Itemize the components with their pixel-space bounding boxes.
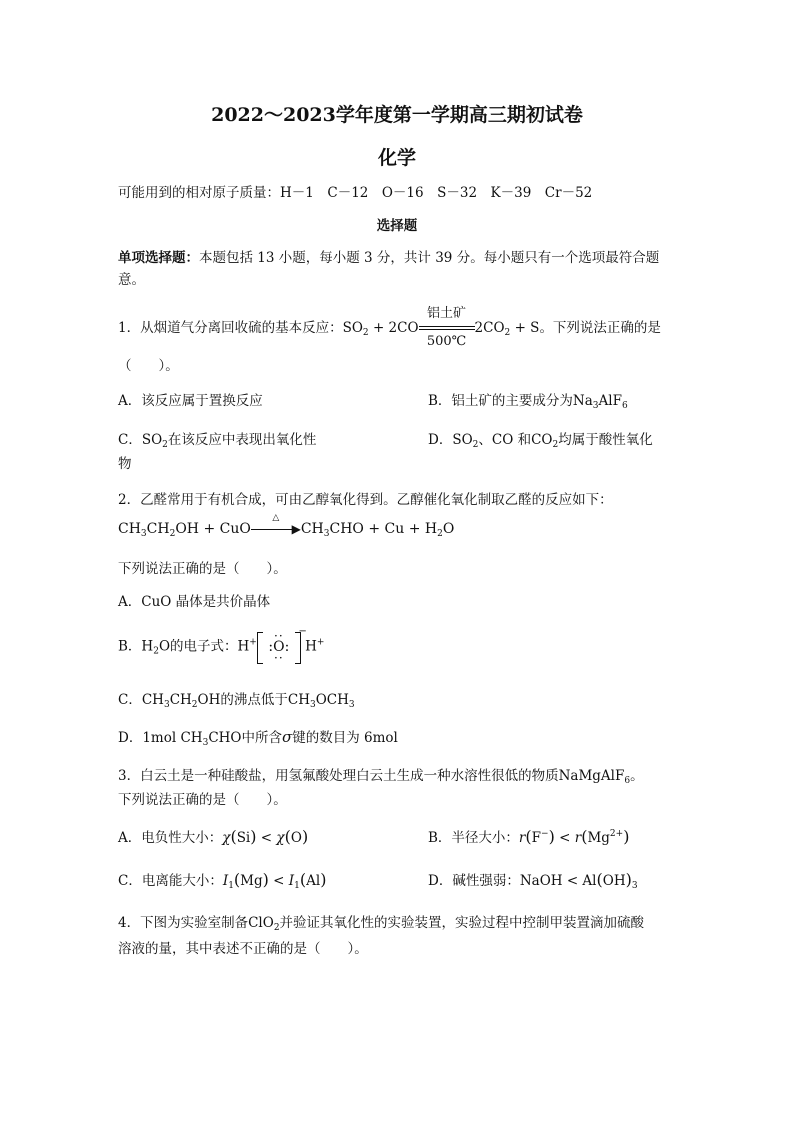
- q3-option-d: D．碱性强弱：NaOH < $Al(OH)_3$: [428, 870, 638, 891]
- q1-option-c: C．$SO_2$在该反应中表现出氧化性: [118, 432, 317, 450]
- q1-option-b: B．铝土矿的主要成分为$Na_3AlF_6$: [428, 393, 628, 411]
- q2-option-b: B．$H_2O$的电子式：H+ ·· :O: ·· − H+: [118, 626, 325, 665]
- atomic-masses-values: H－1 C－12 O－16 S－32 K－39 Cr－52: [280, 185, 593, 201]
- subject-title: 化学: [377, 147, 416, 169]
- q1-products: $2CO_2 + S$: [474, 320, 540, 338]
- instructions-line-2: 意。: [118, 272, 145, 288]
- exam-title: 2022～2023学年度第一学期高三期初试卷: [211, 104, 583, 126]
- instructions-label: 单项选择题：: [118, 250, 199, 266]
- q1-equals-sign: [419, 305, 475, 349]
- q2-heat-symbol: △: [272, 513, 280, 523]
- q1-stem-prefix: 1．从烟道气分离回收硫的基本反应：: [118, 320, 343, 336]
- q1-condition-temperature: 500℃: [426, 333, 467, 349]
- instructions-text: 本题包括 13 小题，每小题 3 分，共计 39 分。每小题只有一个选项最符合题: [199, 250, 660, 266]
- q1-stem: [118, 305, 661, 349]
- q1-option-wrap: 物: [118, 456, 132, 472]
- atomic-masses-label: 可能用到的相对原子质量：: [118, 185, 280, 201]
- q1-option-a: A．该反应属于置换反应: [118, 393, 263, 409]
- q1-option-d: D．$SO_2$、CO 和$CO_2$均属于酸性氧化: [428, 432, 653, 450]
- atomic-masses-line: [118, 181, 592, 201]
- q3-stem: 3．白云土是一种硅酸盐，用氢氟酸处理白云土生成一种水溶性很低的物质NaMgAlF$_6$。: [118, 768, 644, 786]
- q2-option-d: D．1mol $CH_3CHO$中所含σ键的数目为 6mol: [118, 728, 398, 748]
- q3-option-c: C．电离能大小：$I_1(Mg) < I_1(Al)$: [118, 870, 327, 891]
- section-title: 选择题: [376, 218, 418, 234]
- q2-option-c: C．$CH_3CH_2OH$的沸点低于$CH_3OCH_3$: [118, 692, 355, 710]
- q2-option-a: A．CuO 晶体是共价晶体: [118, 594, 271, 610]
- q1-blank: （ ）。: [118, 358, 179, 374]
- q2-reaction-arrow: △ ▶: [251, 522, 301, 536]
- q4-line-1: 4．下图为实验室制备ClO$_2$并验证其氧化性的实验装置，实验过程中控制甲装置滴加硫酸: [118, 915, 645, 933]
- instructions-line-1: [118, 246, 659, 266]
- q1-stem-suffix: 。下列说法正确的是: [539, 320, 661, 336]
- q2-question: 下列说法正确的是（ ）。: [118, 561, 287, 577]
- q1-condition-catalyst: 铝土矿: [427, 305, 467, 321]
- q3-option-b: B．半径大小：$r(F^-) < r(Mg^{2+})$: [428, 827, 630, 846]
- q3-question: 下列说法正确的是（ ）。: [118, 792, 287, 808]
- q4-line-2: 溶液的量，其中表述不正确的是（ ）。: [118, 941, 368, 957]
- q1-reactants: $SO_2 + 2CO$: [342, 320, 419, 338]
- electron-dot-structure: ·· :O: ·· −: [257, 632, 301, 662]
- q2-stem: 2．乙醛常用于有机合成，可由乙醇氧化得到。乙醇催化氧化制取乙醛的反应如下：: [118, 492, 613, 508]
- q3-option-a: A．电负性大小：χ(Si) < χ(O): [118, 827, 309, 846]
- q2-equation: $CH_3CH_2OH$ + CuO △ ▶ $CH_3CHO + Cu + H_2O$: [118, 513, 455, 539]
